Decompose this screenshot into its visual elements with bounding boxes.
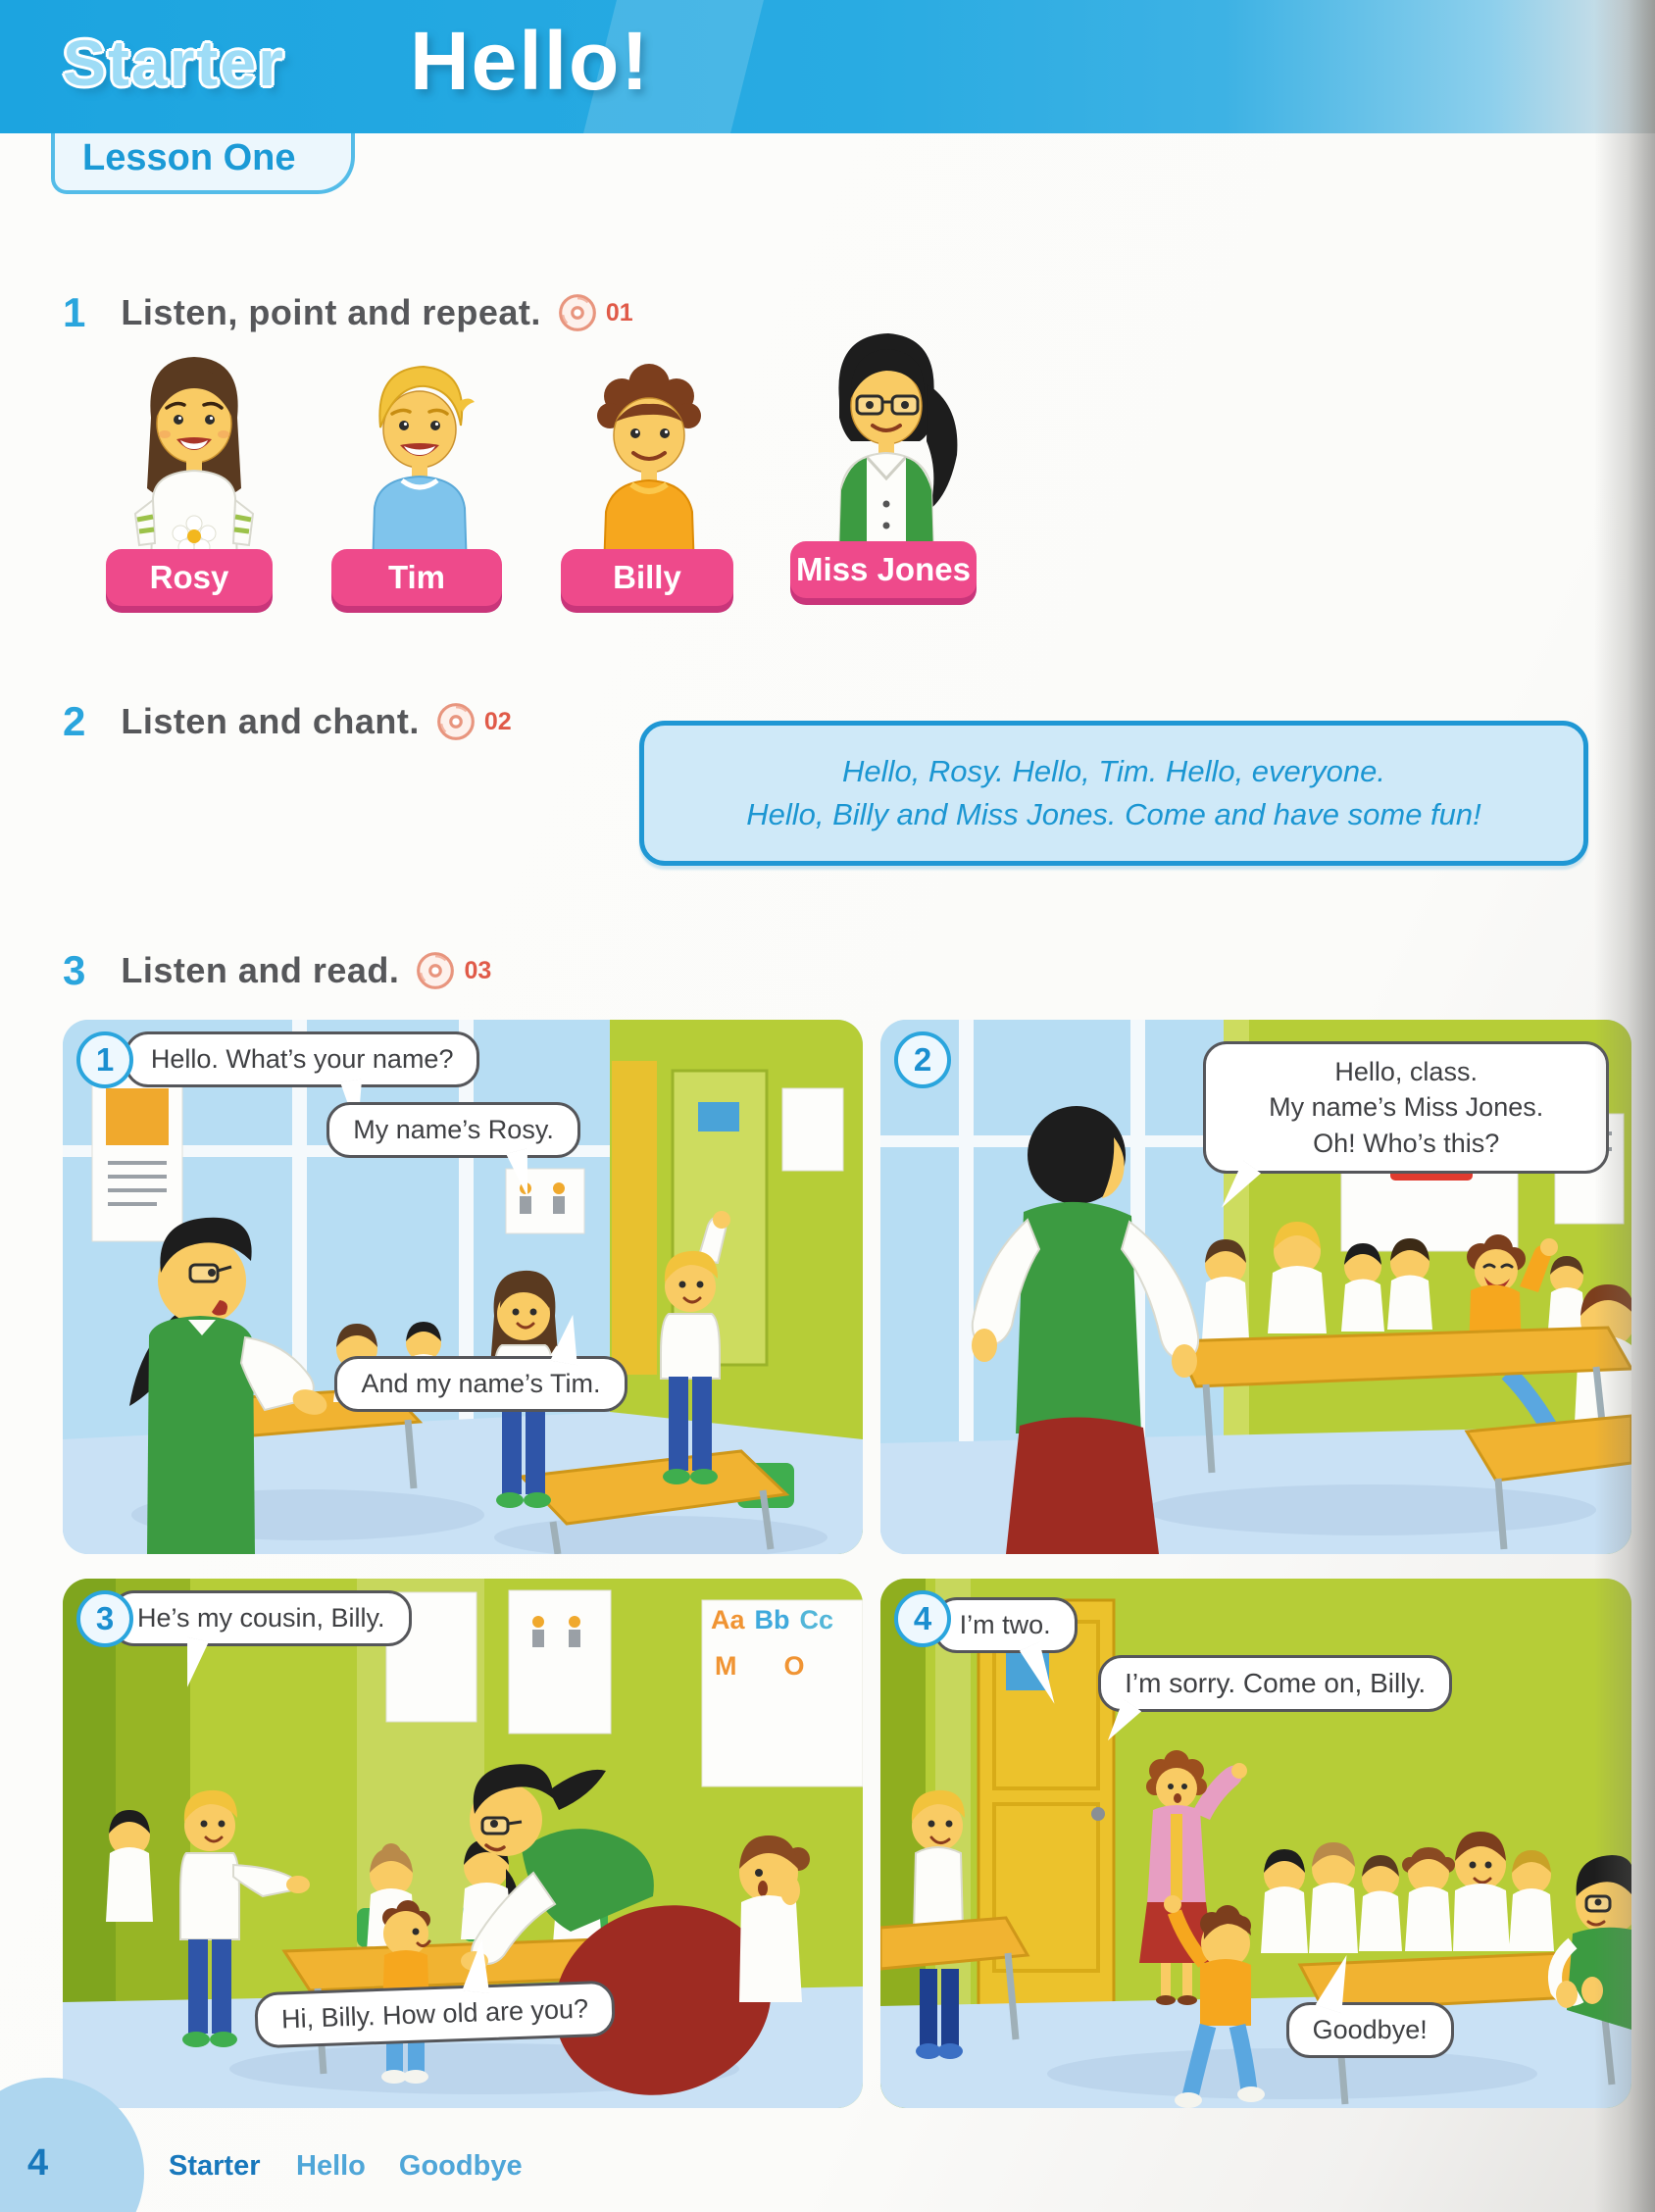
chant-box xyxy=(639,721,1588,866)
footer-topic: Hello xyxy=(296,2150,366,2182)
page-curl-shadow xyxy=(1594,0,1655,2212)
audio-track-number: 01 xyxy=(605,298,633,327)
student xyxy=(106,1810,153,1922)
small-poster xyxy=(506,1169,584,1233)
name-plate-rosy: Rosy xyxy=(106,549,273,606)
name-plate-tim: Tim xyxy=(331,549,502,606)
rosy-portrait xyxy=(116,341,273,567)
panel-number-badge: 3 xyxy=(76,1590,133,1647)
chant-line-2: Hello, Billy and Miss Jones. Come and have some fun! xyxy=(746,797,1481,831)
comic-panel-1 xyxy=(63,1020,863,1554)
panel-number-badge: 1 xyxy=(76,1031,133,1088)
footer-topic: Goodbye xyxy=(398,2150,523,2182)
footer-unit-label: Starter xyxy=(169,2150,261,2182)
speech-bubble: Hi, Billy. How old are you? xyxy=(254,1980,616,2048)
panel-1-scene xyxy=(63,1020,863,1554)
activity-instruction: Listen and read. xyxy=(121,950,400,990)
activity-2-heading xyxy=(63,698,512,745)
footer-topics xyxy=(296,2150,523,2183)
alphabet-poster: Aa Bb Cc M O xyxy=(710,1605,833,1681)
speech-bubble: Goodbye! xyxy=(1286,2002,1454,2058)
audio-track-number: 02 xyxy=(483,707,512,735)
activity-number: 1 xyxy=(63,289,86,335)
speech-bubble: And my name’s Tim. xyxy=(334,1356,627,1412)
name-plate-miss-jones: Miss Jones xyxy=(790,541,977,598)
comic-panel-4 xyxy=(880,1579,1631,2108)
comic-panel-2 xyxy=(880,1020,1631,1554)
speech-bubble: I’m two. xyxy=(933,1597,1078,1653)
tim-portrait xyxy=(341,345,498,571)
audio-track-number: 03 xyxy=(464,956,492,984)
cd-icon xyxy=(415,950,456,991)
activity-3-heading xyxy=(63,947,491,994)
page-title: Hello! xyxy=(410,15,651,107)
unit-label: Starter xyxy=(63,26,285,99)
activity-instruction: Listen and chant. xyxy=(121,701,420,741)
speech-bubble: Hello, class. My name’s Miss Jones. Oh! Who’s this? xyxy=(1203,1041,1609,1174)
speech-bubble: Hello. What’s your name? xyxy=(125,1031,480,1087)
speech-bubble: My name’s Rosy. xyxy=(326,1102,580,1158)
speech-bubble: I’m sorry. Come on, Billy. xyxy=(1098,1655,1452,1712)
chant-line-1: Hello, Rosy. Hello, Tim. Hello, everyone. xyxy=(842,754,1385,788)
cd-icon xyxy=(557,292,598,333)
miss-jones-portrait xyxy=(802,316,969,556)
comic-panel-3 xyxy=(63,1579,863,2108)
lesson-badge: Lesson One xyxy=(51,133,355,194)
activity-instruction: Listen, point and repeat. xyxy=(121,292,541,332)
page-number: 4 xyxy=(27,2142,49,2184)
wall-poster xyxy=(92,1075,182,1241)
activity-number: 3 xyxy=(63,947,86,993)
billy-portrait xyxy=(571,345,727,571)
cd-icon xyxy=(435,701,476,742)
activity-number: 2 xyxy=(63,698,86,744)
panel-number-badge: 4 xyxy=(894,1590,951,1647)
panel-number-badge: 2 xyxy=(894,1031,951,1088)
speech-bubble: He’s my cousin, Billy. xyxy=(111,1590,412,1646)
name-plate-billy: Billy xyxy=(561,549,733,606)
activity-1-heading xyxy=(63,289,633,336)
